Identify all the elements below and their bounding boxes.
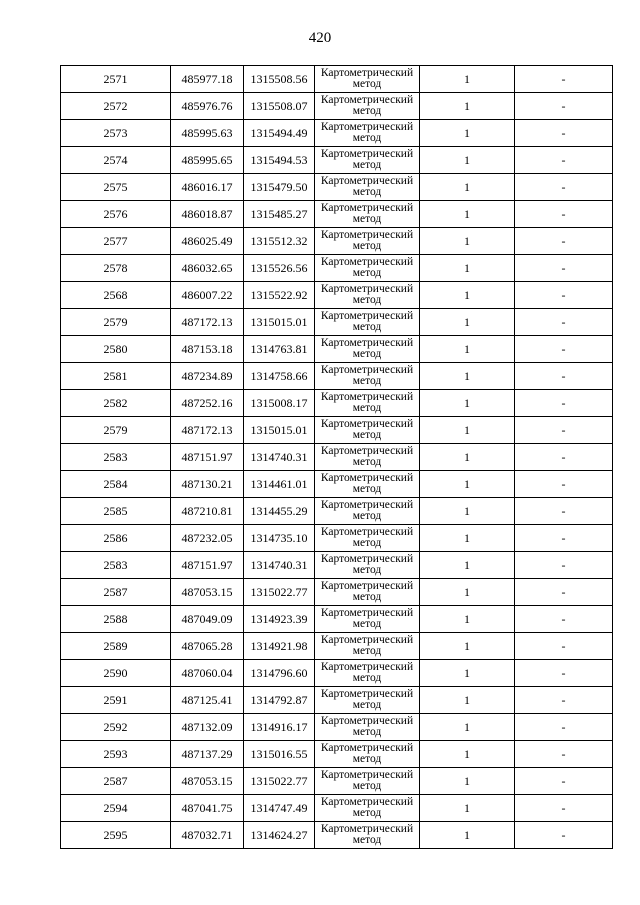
- method-cell: Картометрический метод: [315, 309, 420, 336]
- description-cell: -: [515, 498, 613, 525]
- table-row: [61, 606, 613, 633]
- description-cell: -: [515, 660, 613, 687]
- description-cell: -: [515, 309, 613, 336]
- method-cell: Картометрический метод: [315, 66, 420, 93]
- coordinates-table-body: [61, 66, 613, 849]
- table-row: [61, 66, 613, 93]
- description-cell: -: [515, 66, 613, 93]
- description-cell: -: [515, 336, 613, 363]
- y-coordinate-cell: 1315508.07: [244, 93, 315, 120]
- method-cell: Картометрический метод: [315, 336, 420, 363]
- y-coordinate-cell: 1315008.17: [244, 390, 315, 417]
- accuracy-cell: 1: [420, 309, 515, 336]
- description-cell: -: [515, 822, 613, 849]
- description-cell: -: [515, 444, 613, 471]
- x-coordinate-cell: 487060.04: [171, 660, 244, 687]
- table-row: [61, 795, 613, 822]
- accuracy-cell: 1: [420, 795, 515, 822]
- table-row: [61, 174, 613, 201]
- point-number-cell: 2583: [61, 444, 171, 471]
- y-coordinate-cell: 1314923.39: [244, 606, 315, 633]
- x-coordinate-cell: 487151.97: [171, 552, 244, 579]
- description-cell: -: [515, 687, 613, 714]
- y-coordinate-cell: 1314455.29: [244, 498, 315, 525]
- point-number-cell: 2581: [61, 363, 171, 390]
- x-coordinate-cell: 487032.71: [171, 822, 244, 849]
- point-number-cell: 2578: [61, 255, 171, 282]
- y-coordinate-cell: 1314916.17: [244, 714, 315, 741]
- point-number-cell: 2589: [61, 633, 171, 660]
- description-cell: -: [515, 768, 613, 795]
- accuracy-cell: 1: [420, 660, 515, 687]
- accuracy-cell: 1: [420, 714, 515, 741]
- table-row: [61, 363, 613, 390]
- method-cell: Картометрический метод: [315, 147, 420, 174]
- table-row: [61, 741, 613, 768]
- table-row: [61, 228, 613, 255]
- accuracy-cell: 1: [420, 606, 515, 633]
- table-row: [61, 714, 613, 741]
- point-number-cell: 2573: [61, 120, 171, 147]
- point-number-cell: 2593: [61, 741, 171, 768]
- accuracy-cell: 1: [420, 525, 515, 552]
- x-coordinate-cell: 487153.18: [171, 336, 244, 363]
- point-number-cell: 2592: [61, 714, 171, 741]
- method-cell: Картометрический метод: [315, 174, 420, 201]
- y-coordinate-cell: 1314747.49: [244, 795, 315, 822]
- point-number-cell: 2585: [61, 498, 171, 525]
- x-coordinate-cell: 487049.09: [171, 606, 244, 633]
- y-coordinate-cell: 1315512.32: [244, 228, 315, 255]
- x-coordinate-cell: 487065.28: [171, 633, 244, 660]
- table-row: [61, 660, 613, 687]
- description-cell: -: [515, 417, 613, 444]
- x-coordinate-cell: 487172.13: [171, 417, 244, 444]
- method-cell: Картометрический метод: [315, 255, 420, 282]
- description-cell: -: [515, 579, 613, 606]
- point-number-cell: 2583: [61, 552, 171, 579]
- point-number-cell: 2575: [61, 174, 171, 201]
- point-number-cell: 2571: [61, 66, 171, 93]
- x-coordinate-cell: 487053.15: [171, 768, 244, 795]
- table-row: [61, 390, 613, 417]
- point-number-cell: 2568: [61, 282, 171, 309]
- accuracy-cell: 1: [420, 444, 515, 471]
- point-number-cell: 2590: [61, 660, 171, 687]
- description-cell: -: [515, 525, 613, 552]
- table-row: [61, 309, 613, 336]
- x-coordinate-cell: 486025.49: [171, 228, 244, 255]
- method-cell: Картометрический метод: [315, 444, 420, 471]
- x-coordinate-cell: 485976.76: [171, 93, 244, 120]
- method-cell: Картометрический метод: [315, 633, 420, 660]
- method-cell: Картометрический метод: [315, 714, 420, 741]
- x-coordinate-cell: 485995.65: [171, 147, 244, 174]
- table-row: [61, 93, 613, 120]
- point-number-cell: 2591: [61, 687, 171, 714]
- method-cell: Картометрический метод: [315, 363, 420, 390]
- method-cell: Картометрический метод: [315, 417, 420, 444]
- accuracy-cell: 1: [420, 282, 515, 309]
- y-coordinate-cell: 1315015.01: [244, 309, 315, 336]
- x-coordinate-cell: 487053.15: [171, 579, 244, 606]
- description-cell: -: [515, 741, 613, 768]
- y-coordinate-cell: 1315526.56: [244, 255, 315, 282]
- description-cell: -: [515, 147, 613, 174]
- y-coordinate-cell: 1314740.31: [244, 444, 315, 471]
- accuracy-cell: 1: [420, 579, 515, 606]
- x-coordinate-cell: 485995.63: [171, 120, 244, 147]
- description-cell: -: [515, 714, 613, 741]
- description-cell: -: [515, 552, 613, 579]
- y-coordinate-cell: 1314740.31: [244, 552, 315, 579]
- accuracy-cell: 1: [420, 741, 515, 768]
- method-cell: Картометрический метод: [315, 390, 420, 417]
- accuracy-cell: 1: [420, 336, 515, 363]
- accuracy-cell: 1: [420, 66, 515, 93]
- x-coordinate-cell: 487137.29: [171, 741, 244, 768]
- table-row: [61, 255, 613, 282]
- table-row: [61, 768, 613, 795]
- description-cell: -: [515, 390, 613, 417]
- point-number-cell: 2584: [61, 471, 171, 498]
- point-number-cell: 2582: [61, 390, 171, 417]
- table-row: [61, 498, 613, 525]
- method-cell: Картометрический метод: [315, 201, 420, 228]
- description-cell: -: [515, 201, 613, 228]
- y-coordinate-cell: 1314792.87: [244, 687, 315, 714]
- table-row: [61, 633, 613, 660]
- accuracy-cell: 1: [420, 174, 515, 201]
- accuracy-cell: 1: [420, 498, 515, 525]
- method-cell: Картометрический метод: [315, 228, 420, 255]
- accuracy-cell: 1: [420, 201, 515, 228]
- coordinates-table: [60, 65, 613, 849]
- x-coordinate-cell: 487172.13: [171, 309, 244, 336]
- method-cell: Картометрический метод: [315, 525, 420, 552]
- accuracy-cell: 1: [420, 768, 515, 795]
- description-cell: -: [515, 795, 613, 822]
- x-coordinate-cell: 486016.17: [171, 174, 244, 201]
- point-number-cell: 2594: [61, 795, 171, 822]
- point-number-cell: 2587: [61, 768, 171, 795]
- point-number-cell: 2580: [61, 336, 171, 363]
- accuracy-cell: 1: [420, 120, 515, 147]
- y-coordinate-cell: 1314735.10: [244, 525, 315, 552]
- point-number-cell: 2579: [61, 417, 171, 444]
- description-cell: -: [515, 255, 613, 282]
- description-cell: -: [515, 228, 613, 255]
- point-number-cell: 2588: [61, 606, 171, 633]
- method-cell: Картометрический метод: [315, 795, 420, 822]
- method-cell: Картометрический метод: [315, 687, 420, 714]
- table-row: [61, 444, 613, 471]
- accuracy-cell: 1: [420, 417, 515, 444]
- description-cell: -: [515, 120, 613, 147]
- x-coordinate-cell: 486032.65: [171, 255, 244, 282]
- x-coordinate-cell: 487132.09: [171, 714, 244, 741]
- y-coordinate-cell: 1314921.98: [244, 633, 315, 660]
- method-cell: Картометрический метод: [315, 606, 420, 633]
- accuracy-cell: 1: [420, 147, 515, 174]
- table-row: [61, 336, 613, 363]
- x-coordinate-cell: 487125.41: [171, 687, 244, 714]
- y-coordinate-cell: 1315015.01: [244, 417, 315, 444]
- method-cell: Картометрический метод: [315, 741, 420, 768]
- y-coordinate-cell: 1315016.55: [244, 741, 315, 768]
- x-coordinate-cell: 487252.16: [171, 390, 244, 417]
- description-cell: -: [515, 363, 613, 390]
- point-number-cell: 2579: [61, 309, 171, 336]
- point-number-cell: 2587: [61, 579, 171, 606]
- accuracy-cell: 1: [420, 93, 515, 120]
- accuracy-cell: 1: [420, 228, 515, 255]
- y-coordinate-cell: 1315494.49: [244, 120, 315, 147]
- table-row: [61, 822, 613, 849]
- y-coordinate-cell: 1314796.60: [244, 660, 315, 687]
- description-cell: -: [515, 606, 613, 633]
- y-coordinate-cell: 1315479.50: [244, 174, 315, 201]
- accuracy-cell: 1: [420, 471, 515, 498]
- table-row: [61, 201, 613, 228]
- point-number-cell: 2595: [61, 822, 171, 849]
- y-coordinate-cell: 1314758.66: [244, 363, 315, 390]
- table-row: [61, 552, 613, 579]
- method-cell: Картометрический метод: [315, 822, 420, 849]
- table-row: [61, 471, 613, 498]
- accuracy-cell: 1: [420, 633, 515, 660]
- x-coordinate-cell: 485977.18: [171, 66, 244, 93]
- description-cell: -: [515, 282, 613, 309]
- y-coordinate-cell: 1314763.81: [244, 336, 315, 363]
- table-row: [61, 120, 613, 147]
- accuracy-cell: 1: [420, 687, 515, 714]
- y-coordinate-cell: 1315022.77: [244, 768, 315, 795]
- y-coordinate-cell: 1315522.92: [244, 282, 315, 309]
- method-cell: Картометрический метод: [315, 471, 420, 498]
- y-coordinate-cell: 1314461.01: [244, 471, 315, 498]
- table-row: [61, 147, 613, 174]
- method-cell: Картометрический метод: [315, 660, 420, 687]
- page-number: 420: [308, 30, 332, 46]
- method-cell: Картометрический метод: [315, 498, 420, 525]
- accuracy-cell: 1: [420, 255, 515, 282]
- accuracy-cell: 1: [420, 363, 515, 390]
- method-cell: Картометрический метод: [315, 120, 420, 147]
- x-coordinate-cell: 487130.21: [171, 471, 244, 498]
- description-cell: -: [515, 174, 613, 201]
- y-coordinate-cell: 1315022.77: [244, 579, 315, 606]
- table-row: [61, 687, 613, 714]
- x-coordinate-cell: 487041.75: [171, 795, 244, 822]
- accuracy-cell: 1: [420, 390, 515, 417]
- x-coordinate-cell: 487210.81: [171, 498, 244, 525]
- description-cell: -: [515, 93, 613, 120]
- table-row: [61, 579, 613, 606]
- x-coordinate-cell: 487232.05: [171, 525, 244, 552]
- table-row: [61, 282, 613, 309]
- y-coordinate-cell: 1315494.53: [244, 147, 315, 174]
- x-coordinate-cell: 487234.89: [171, 363, 244, 390]
- y-coordinate-cell: 1315485.27: [244, 201, 315, 228]
- table-row: [61, 525, 613, 552]
- point-number-cell: 2574: [61, 147, 171, 174]
- x-coordinate-cell: 486018.87: [171, 201, 244, 228]
- method-cell: Картометрический метод: [315, 768, 420, 795]
- description-cell: -: [515, 633, 613, 660]
- point-number-cell: 2586: [61, 525, 171, 552]
- accuracy-cell: 1: [420, 552, 515, 579]
- x-coordinate-cell: 487151.97: [171, 444, 244, 471]
- description-cell: -: [515, 471, 613, 498]
- point-number-cell: 2576: [61, 201, 171, 228]
- method-cell: Картометрический метод: [315, 282, 420, 309]
- point-number-cell: 2572: [61, 93, 171, 120]
- accuracy-cell: 1: [420, 822, 515, 849]
- x-coordinate-cell: 486007.22: [171, 282, 244, 309]
- method-cell: Картометрический метод: [315, 552, 420, 579]
- y-coordinate-cell: 1314624.27: [244, 822, 315, 849]
- point-number-cell: 2577: [61, 228, 171, 255]
- method-cell: Картометрический метод: [315, 579, 420, 606]
- table-row: [61, 417, 613, 444]
- y-coordinate-cell: 1315508.56: [244, 66, 315, 93]
- method-cell: Картометрический метод: [315, 93, 420, 120]
